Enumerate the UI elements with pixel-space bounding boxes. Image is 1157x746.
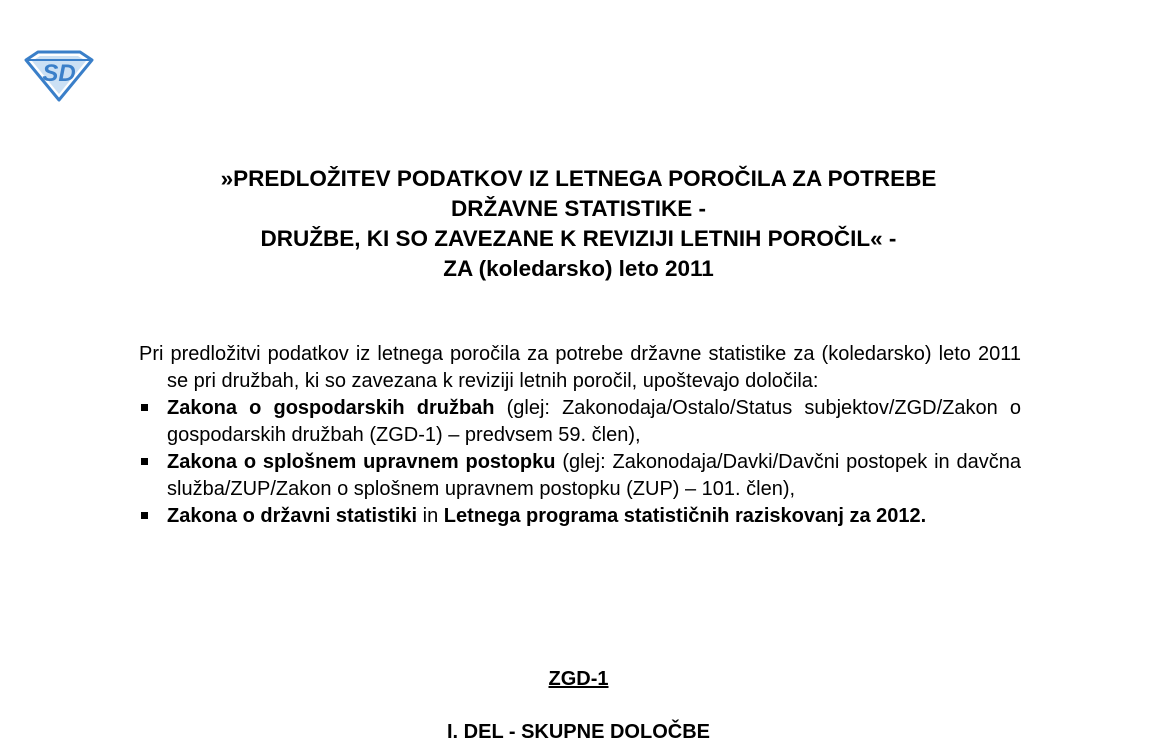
law-name: Zakona o gospodarskih družbah bbox=[167, 397, 495, 419]
title-line-4: ZA (koledarsko) leto 2011 bbox=[443, 256, 714, 281]
square-bullet-icon bbox=[139, 449, 149, 476]
law-name: Zakona o splošnem upravnem postopku bbox=[167, 451, 556, 473]
part-heading: I. DEL - SKUPNE DOLOČBE bbox=[447, 721, 710, 743]
title-line-2: DRŽAVNE STATISTIKE - bbox=[451, 196, 706, 221]
list-item bbox=[139, 395, 1021, 449]
logo-text: SD bbox=[42, 60, 76, 87]
title-line-1: »PREDLOŽITEV PODATKOV IZ LETNEGA POROČILA ZA POTREBE bbox=[220, 166, 937, 191]
law-heading: ZGD-1 bbox=[548, 668, 609, 690]
list-item bbox=[139, 449, 1021, 503]
bullet-list bbox=[139, 395, 1021, 530]
law-name: Zakona o državni statistiki bbox=[167, 505, 418, 527]
law-reference: (glej: Zakonodaja/Davki/Davčni postopek in davčna služba/ZUP/Zakon o splošnem upravnem postopku (ZUP) – 101. člen), bbox=[167, 451, 1022, 500]
program-name: Letnega programa statističnih raziskovanj za 2012 bbox=[443, 505, 921, 527]
title-line-3: DRUŽBE, KI SO ZAVEZANE K REVIZIJI LETNIH POROČIL« - bbox=[260, 226, 897, 251]
end-punctuation: . bbox=[920, 505, 927, 527]
law-reference: (glej: Zakonodaja/Ostalo/Status subjektov/ZGD/Zakon o gospodarskih družbah (ZGD-1) – predvsem 59. člen), bbox=[167, 397, 1021, 446]
list-item bbox=[139, 503, 1021, 530]
square-bullet-icon bbox=[139, 503, 149, 530]
intro-paragraph: Pri predložitvi podatkov iz letnega poročila za potrebe državne statistike za (koledarsko) leto 2011 se pri družbah, ki so zavezana k reviziji letnih poročil, upoštevajo določila: bbox=[139, 343, 1021, 392]
sd-shield-logo-icon bbox=[22, 48, 96, 104]
document-body bbox=[139, 341, 1021, 530]
document-title bbox=[0, 164, 1157, 284]
square-bullet-icon bbox=[139, 395, 149, 422]
connector-text: in bbox=[417, 505, 444, 527]
